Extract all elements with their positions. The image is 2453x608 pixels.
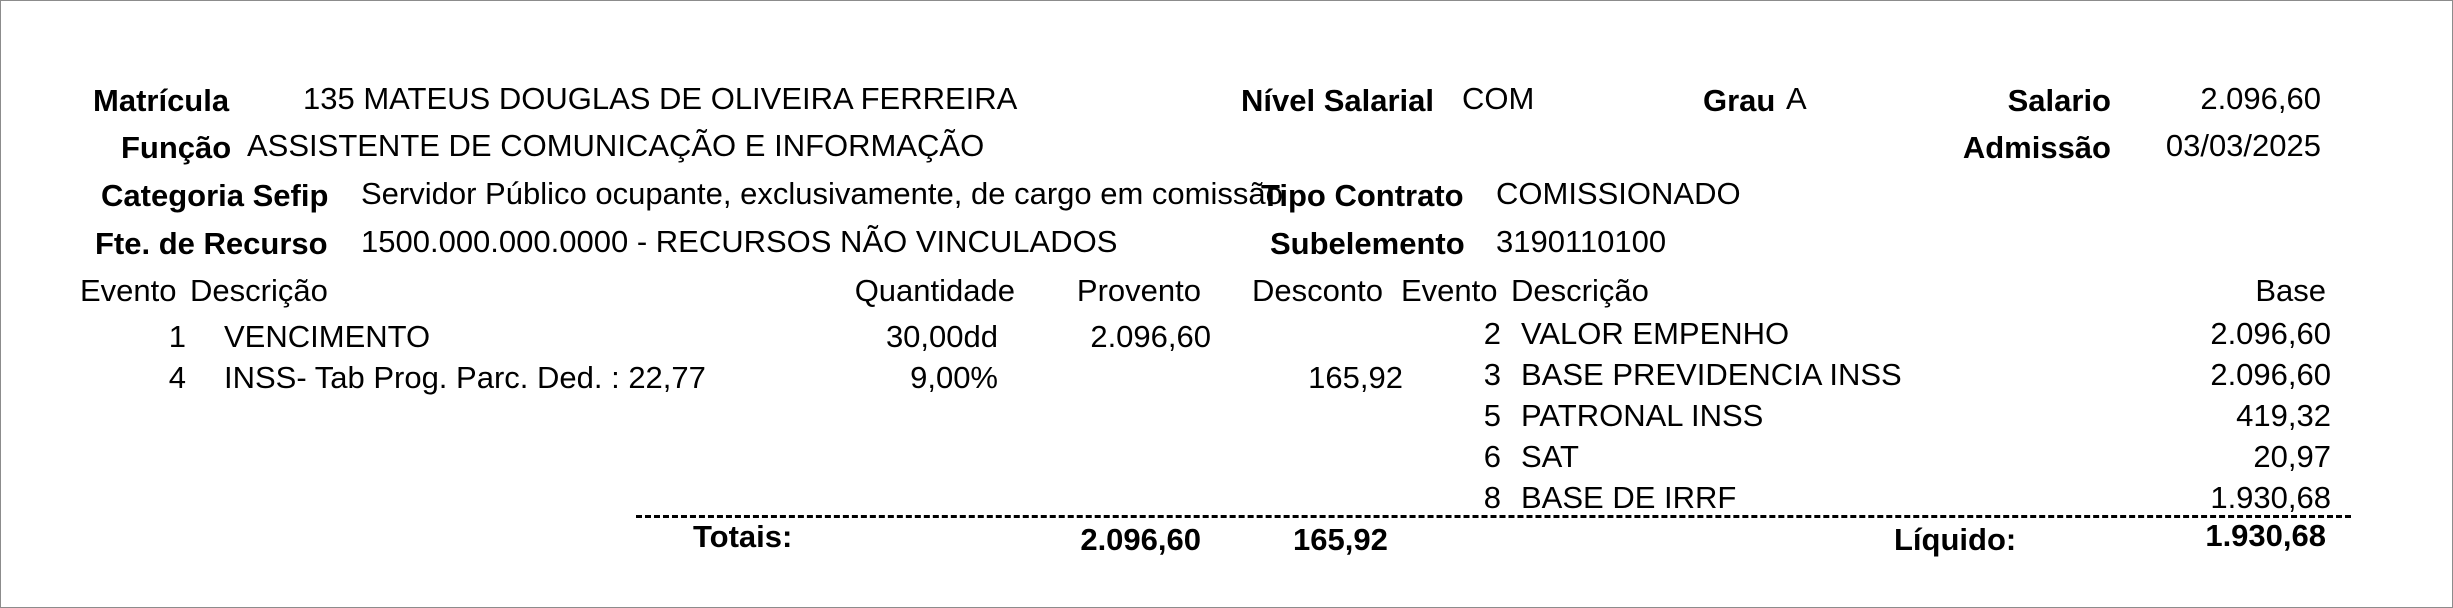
col-evento-header: Evento [80, 273, 177, 308]
salario-value: 2.096,60 [2200, 81, 2321, 116]
row-evento: 4 [168, 360, 186, 395]
col-quantidade-header: Quantidade [854, 273, 1015, 308]
subelemento-value: 3190110100 [1496, 224, 1667, 259]
salario-label: Salario [2007, 83, 2111, 118]
bases-row-base: 419,32 [2236, 398, 2331, 433]
admissao-value: 03/03/2025 [2165, 128, 2321, 163]
funcao-label: Função [121, 130, 232, 165]
grau-label: Grau [1703, 83, 1776, 118]
row-provento: 2.096,60 [1090, 319, 1211, 354]
totais-label: Totais: [693, 519, 793, 554]
liquido-value: 1.930,68 [2205, 518, 2326, 553]
col-descricao-bases-header: Descrição [1511, 273, 1649, 308]
bases-row-descricao: VALOR EMPENHO [1521, 316, 1790, 351]
categoria-sefip-label: Categoria Sefip [101, 178, 329, 213]
bases-row-evento: 5 [1483, 398, 1501, 433]
bases-row-base: 20,97 [2253, 439, 2331, 474]
subelemento-label: Subelemento [1270, 226, 1465, 261]
fonte-recurso-label: Fte. de Recurso [95, 226, 328, 261]
bases-row-descricao: SAT [1521, 439, 1579, 474]
admissao-label: Admissão [1962, 130, 2111, 165]
funcao-value: ASSISTENTE DE COMUNICAÇÃO E INFORMAÇÃO [247, 128, 985, 163]
nivel-salarial-label: Nível Salarial [1241, 83, 1435, 118]
row-quantidade: 30,00dd [885, 319, 998, 354]
bases-row-evento: 8 [1483, 480, 1501, 515]
bases-row-descricao: BASE PREVIDENCIA INSS [1521, 357, 1902, 392]
bases-row-base: 2.096,60 [2210, 357, 2331, 392]
matricula-value: 135 MATEUS DOUGLAS DE OLIVEIRA FERREIRA [303, 81, 1018, 116]
bases-row-evento: 6 [1483, 439, 1501, 474]
col-provento-header: Provento [1076, 273, 1201, 308]
row-descricao: INSS- Tab Prog. Parc. Ded. : 22,77 [224, 360, 706, 395]
grau-value: A [1786, 81, 1807, 116]
matricula-label: Matrícula [93, 83, 230, 118]
col-desconto-header: Desconto [1252, 273, 1383, 308]
bases-row-base: 1.930,68 [2210, 480, 2331, 515]
col-evento-bases-header: Evento [1401, 273, 1498, 308]
row-evento: 1 [168, 319, 186, 354]
bases-row-descricao: PATRONAL INSS [1521, 398, 1764, 433]
bases-row-base: 2.096,60 [2210, 316, 2331, 351]
col-base-header: Base [2255, 273, 2326, 308]
categoria-sefip-value: Servidor Público ocupante, exclusivamente, de cargo em comissão [361, 176, 1283, 211]
fonte-recurso-value: 1500.000.000.0000 - RECURSOS NÃO VINCULADOS [361, 224, 1118, 259]
col-descricao-header: Descrição [190, 273, 328, 308]
row-quantidade: 9,00% [910, 360, 998, 395]
row-desconto: 165,92 [1308, 360, 1403, 395]
bases-row-descricao: BASE DE IRRF [1521, 480, 1737, 515]
total-proventos: 2.096,60 [1080, 522, 1201, 557]
total-descontos: 165,92 [1293, 522, 1388, 557]
tipo-contrato-value: COMISSIONADO [1496, 176, 1741, 211]
bases-row-evento: 3 [1483, 357, 1501, 392]
bases-row-evento: 2 [1483, 316, 1501, 351]
row-descricao: VENCIMENTO [224, 319, 431, 354]
liquido-label: Líquido: [1894, 522, 2017, 557]
tipo-contrato-label: Tipo Contrato [1261, 178, 1464, 213]
nivel-salarial-value: COM [1462, 81, 1535, 116]
totals-separator [636, 515, 2351, 518]
